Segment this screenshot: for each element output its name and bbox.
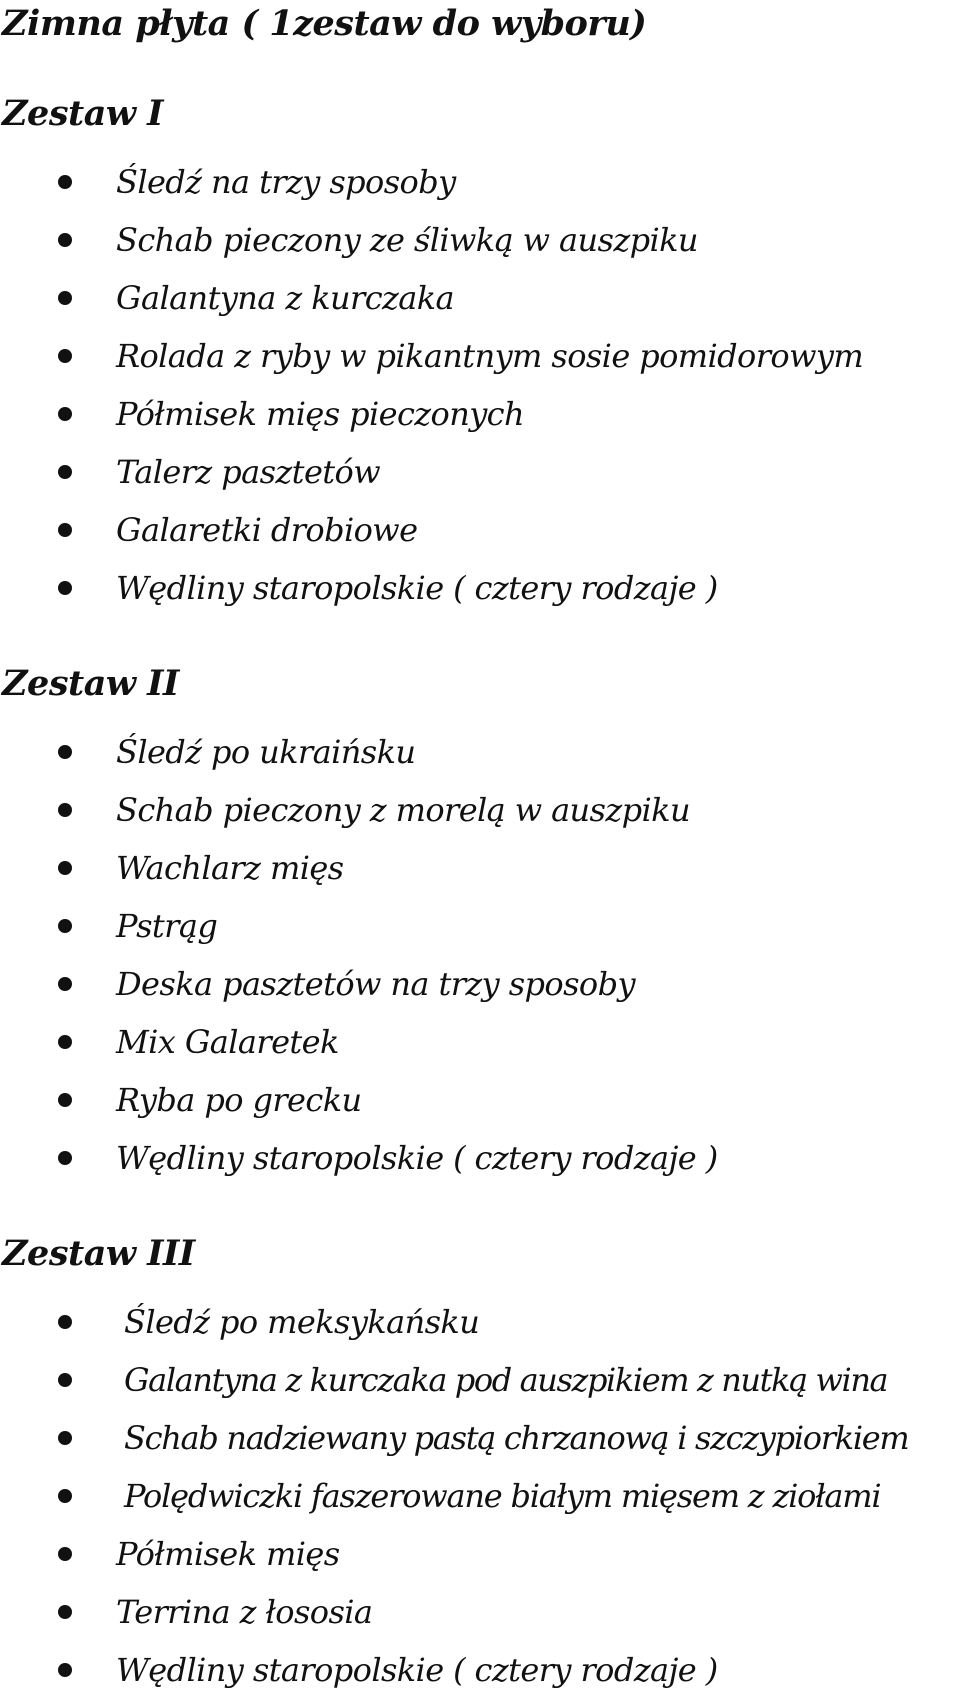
list-item-label: Śledź po ukraińsku bbox=[116, 733, 416, 771]
list-item-label: Ryba po grecku bbox=[116, 1081, 362, 1119]
bullet-icon bbox=[58, 1093, 72, 1107]
list-item-label: Deska pasztetów na trzy sposoby bbox=[116, 965, 635, 1003]
bullet-icon bbox=[58, 407, 72, 421]
bullet-icon bbox=[58, 1605, 72, 1619]
list-item-label: Schab pieczony ze śliwką w auszpiku bbox=[116, 221, 698, 259]
section-heading-3: Zestaw III bbox=[2, 1233, 195, 1274]
bullet-icon bbox=[58, 1489, 72, 1503]
bullet-icon bbox=[58, 745, 72, 759]
page-title: Zimna płyta ( 1zestaw do wyboru) bbox=[2, 3, 647, 44]
bullet-icon bbox=[58, 803, 72, 817]
list-item-label: Wachlarz mięs bbox=[116, 849, 344, 887]
bullet-icon bbox=[58, 1373, 72, 1387]
list-item-label: Śledź na trzy sposoby bbox=[116, 163, 456, 201]
bullet-icon bbox=[58, 1547, 72, 1561]
list-item-label: Mix Galaretek bbox=[116, 1023, 339, 1061]
bullet-icon bbox=[58, 465, 72, 479]
list-item-label: Półmisek mięs pieczonych bbox=[116, 395, 525, 433]
bullet-icon bbox=[58, 1431, 72, 1445]
list-item-label: Półmisek mięs bbox=[116, 1535, 340, 1573]
list-item-label: Wędliny staropolskie ( cztery rodzaje ) bbox=[116, 1139, 718, 1177]
bullet-icon bbox=[58, 1315, 72, 1329]
bullet-icon bbox=[58, 919, 72, 933]
bullet-icon bbox=[58, 291, 72, 305]
bullet-icon bbox=[58, 233, 72, 247]
bullet-icon bbox=[58, 1035, 72, 1049]
bullet-icon bbox=[58, 581, 72, 595]
bullet-icon bbox=[58, 1151, 72, 1165]
list-item-label: Polędwiczki faszerowane białym mięsem z ziołami bbox=[124, 1477, 881, 1515]
list-item-label: Schab pieczony z morelą w auszpiku bbox=[116, 791, 690, 829]
list-item-label: Galaretki drobiowe bbox=[116, 511, 418, 549]
bullet-icon bbox=[58, 349, 72, 363]
list-item-label: Schab nadziewany pastą chrzanową i szczypiorkiem bbox=[124, 1419, 909, 1457]
section-heading-1: Zestaw I bbox=[2, 93, 164, 134]
section-heading-2: Zestaw II bbox=[2, 663, 179, 704]
list-item-label: Talerz pasztetów bbox=[116, 453, 380, 491]
list-item-label: Rolada z ryby w pikantnym sosie pomidorowym bbox=[116, 337, 864, 375]
list-item-label: Wędliny staropolskie ( cztery rodzaje ) bbox=[116, 569, 718, 607]
list-item-label: Pstrąg bbox=[116, 907, 218, 945]
list-item-label: Galantyna z kurczaka bbox=[116, 279, 455, 317]
bullet-icon bbox=[58, 523, 72, 537]
list-item-label: Galantyna z kurczaka pod auszpikiem z nutką wina bbox=[124, 1361, 888, 1399]
list-item-label: Terrina z łososia bbox=[116, 1593, 373, 1631]
list-item-label: Wędliny staropolskie ( cztery rodzaje ) bbox=[116, 1651, 718, 1689]
bullet-icon bbox=[58, 175, 72, 189]
list-item-label: Śledź po meksykańsku bbox=[124, 1303, 480, 1341]
bullet-icon bbox=[58, 861, 72, 875]
bullet-icon bbox=[58, 977, 72, 991]
bullet-icon bbox=[58, 1663, 72, 1677]
